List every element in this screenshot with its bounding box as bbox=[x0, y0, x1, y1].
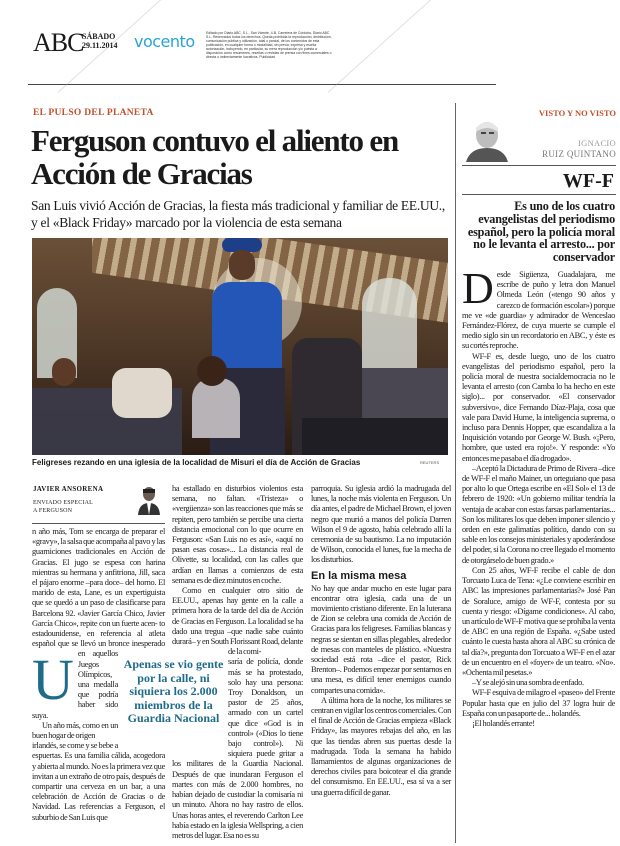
headline-block bbox=[31, 124, 453, 231]
opinion-title: WF-F bbox=[562, 170, 614, 192]
opinion-divider bbox=[462, 194, 616, 195]
body-paragraph: –Aceptó la Dictadura de Primo de Rivera –dice de WF-F el maño Mainer, un orteguiano que pasa por alto lo que Ortega escribe en «El Sol» el 13 de febrero de 1920: «Un gobierno militar tendría la ventaja de acabar con estas farsas parlamentarias... Son los militares los que deben imponer silencio y orden en este galimatías político, dando con su sable en los consejos ministeriales y apoderándose del poder, si la Corona no cree llegado el momento de otorgárselo de buen grado.» bbox=[462, 463, 615, 565]
body-paragraph: WF-F es, desde luego, uno de los cuatro evangelistas del periodismo español, pero la policía moral de nuestra socialdemocracia no le levanta el arresto (con Camba lo ha hecho en este siglo)... por conservador. «El conservador subversivo», dice Fernando Díaz-Plaja, cosa que vale para David Hume, la inteligencia suprema, o incluso para Dennis Hopper, que escandaliza a la Inquisición votando por George W. Bush. «¡Pero, hombre, que usted era rojo!». Y responde: «Yo entonces me pasaba el día drogado». bbox=[462, 351, 615, 463]
body-paragraph: ha estallado en disturbios violentos esta semana, no faltan. «Tristeza» o «vergüenza» son las reacciones que más se repiten, pero también se percibe una cierta distancia emocional con lo que ocurre en Ferguson: «San Luis no es así», «aquí no pasan esas cosas»... La distancia real de Olivette, su localidad, con las calles que ardían en llamas a comienzos de esta semana es de diez minutos en coche. bbox=[172, 484, 303, 585]
body-paragraph: WF-F esquiva de milagro el «paseo» del Frente Popular hasta que en julio del 37 logra huir de España con un pasaporte de... holandés. bbox=[462, 688, 615, 718]
legal-notice: Editado por Diario ABC, S.L., San Vicente, 4-B, Carretera de Córdoba, Diario ABC S.L. Reservados todos los derechos. Queda prohibida la reproducción, distribución, comunicación pública y utilización, total o parcial, de los contenidos de esta publicación, en cualquier forma o modalidad, sin previa, expresa y escrita autorización, incluyendo, en particular, su mera reproducción y/o puesta a disposición como resúmenes, reseñas o revistas de prensa con fines comerciales o directa o indirectamente lucrativos. Publicidad bbox=[206, 31, 332, 59]
section-kicker: EL PULSO DEL PLANETA bbox=[33, 108, 154, 118]
drop-cap: U bbox=[32, 647, 74, 712]
opinion-body bbox=[462, 264, 615, 729]
opinion-standfirst: Es uno de los cuatro evangelistas del periodismo español, pero la policía moral no le levanta el arresto... por conservador bbox=[467, 199, 615, 265]
body-paragraph: Un año más, como en un buen hogar de origen bbox=[32, 720, 118, 741]
body-text: saría de policía, donde más se ha protestado, solo hay una persona: Troy Donaldson, un pastor de 25 años, armado con un cartel que dice «God is in control» («Dios lo tiene bajo control»). Ni siquiera puede gritar a los militares de bbox=[172, 657, 303, 769]
byline-name: JAVIER ANSORENA bbox=[33, 485, 104, 493]
body-text: esde Sigüenza, Guadalajara, me escribe de puño y letra don Manuel Olmeda León («tengo 90 años y carezco de formación escolar») porque me ve «de guardia» y admirador de Wenceslao Fernández-Flórez, de cuya muerte se cumple el medio siglo sin un recordatorio en ABC, y éste es su cortés reproche. bbox=[462, 270, 615, 351]
columnist-last-name: RUIZ QUINTANO bbox=[542, 149, 616, 159]
column-divider bbox=[455, 103, 456, 843]
headline: Ferguson contuvo el aliento en Acción de Gracias bbox=[31, 123, 398, 191]
edition-date-value: 29.11.2014 bbox=[82, 41, 118, 50]
body-text: la Guardia Nacional. Después de que inundaran Ferguson el martes con más de 2.000 hombres, no habían dejado de custodiar la comisaría ni un minuto. Ahora no hay rastro de ellos. Unas horas antes, el reverendo Carlton Lee había estado en la iglesia Wellspring, a cien metros del lugar. Esa no es su bbox=[172, 759, 303, 840]
article-photo bbox=[32, 238, 448, 455]
section-subtitle: En la misma mesa bbox=[311, 569, 407, 582]
byline-role bbox=[33, 499, 93, 515]
byline-role-line: ENVIADO ESPECIAL bbox=[33, 500, 94, 506]
body-paragraph: Como en cualquier otro sitio de EE.UU., apenas hay gente en la calle a primera hora de la tarde del día de Acción de Gracias en Ferguson. La localidad se ha dado una tregua –que nadie sabe cuánto durará– y en South Florissant Road, delante de la comi- bbox=[172, 586, 303, 657]
header-divider bbox=[28, 84, 496, 85]
author-thumbnail bbox=[137, 485, 161, 515]
body-paragraph: A última hora de la noche, los militares se centran en vigilar los centros comerciales. Con el final de Acción de Gracias empieza «Black Friday», las mayores rebajas del año, en las que las tiendas abren sus puertas desde la madrugada. Toda la semana ha habido llamamientos de algunas organizaciones de derechos civiles para boicotear el día grande del consumismo. En EE.UU., esa sí va a ser una guerra difícil de ganar. bbox=[311, 695, 451, 797]
body-paragraph: –Y se alejó sin una sombra de enfado. bbox=[472, 678, 584, 688]
photo-credit: REUTERS bbox=[420, 460, 440, 465]
body-paragraph: parroquia. Su iglesia ardió la madrugada del lunes, la noche más violenta en Ferguson. Un día antes, el padre de Michael Brown, el joven negro que murió a manos del policía Darren Wilson el 9 de agosto, había celebrado allí la ceremonia de su bautismo. La no imputación de Wilson, conocida el lunes, fue la mecha de los disturbios. bbox=[311, 484, 451, 565]
body-text: irlandés, se come y se bebe a espuertas. Es una familia cálida, acogedora y abierta al mundo. No es la primera vez que invitan a un extraño de otro país, después de compartir una cerveza en un bar, a una celebración de Acción de Gracias o de Navidad. Las referencias a Ferguson, el suburbio de San Luis que bbox=[32, 741, 165, 822]
columnist-portrait bbox=[466, 118, 508, 162]
byline-divider bbox=[32, 523, 165, 524]
columnist-first-name: IGNACIO bbox=[578, 138, 616, 148]
byline-role-line: A FERGUSON bbox=[33, 508, 73, 514]
body-column-3 bbox=[311, 484, 451, 798]
opinion-divider bbox=[462, 165, 616, 166]
pull-quote: Apenas se vio gente por la calle, ni siquiera los 2.000 miembros de la Guardia Nacional bbox=[123, 657, 224, 725]
body-text: n año más, Tom se encarga de preparar el «gravy», la salsa que acompaña al pavo y las guarniciones tradicionales en Acción de Gracias. El jugo se espesa con harina mientras su hermana y anfitriona, Jill, saca el pájaro enorme –para doce– del horno. El marido de esta, Lane, es un expertiguista que se quedó a un paso de clasificarse para Barcelona 92. «Javier García Chico, Javier García Chico», repite con un fuerte acen- bbox=[32, 527, 165, 628]
abc-logo: ABC bbox=[33, 28, 84, 57]
body-paragraph: ¡El holandés errante! bbox=[472, 718, 535, 728]
photo-caption: Feligreses rezando en una iglesia de la localidad de Misuri el día de Acción de Gracias bbox=[32, 458, 361, 467]
subheadline: San Luis vivió Acción de Gracias, la fiesta más tradicional y familiar de EE.UU., y el «Black Friday» marcado por la violencia de esta semana bbox=[31, 198, 445, 230]
body-paragraph: Con 25 años, WF-F recibe el cable de don Torcuato Luca de Tena: «¿Le conviene escribir en ABC las impresiones parlamentarias?» José Pan de Soraluce, amigo de WF-F, contesta por su cuenta y riesgo: «Dígame condiciones». Al cabo, un artículo de WF-F motiva que se prohíba la venta de ABC en una región de España. «¿Sabe usted cuánto le cuesta hasta ahora al ABC su crónica de tal día?», pregunta don Torcuato a WF-F en el azar de un encuentro en el «foyer» de un teatro. «No». «Ochenta mil pesetas.» bbox=[462, 565, 615, 677]
drop-cap: D bbox=[462, 264, 494, 313]
vocento-logo: vocento bbox=[134, 32, 195, 51]
body-text: to estadounidense, en referencia al atleta español que se llevó un bronce inesperado en aquellos Juegos Olímpicos, una medalla que podría haber sido suya. bbox=[32, 618, 165, 720]
watermark-line bbox=[328, 0, 433, 93]
edition-day: SÁBADO bbox=[82, 32, 116, 41]
opinion-section-label: VISTO Y NO VISTO bbox=[538, 108, 616, 118]
body-paragraph: No hay que andar mucho en este lugar para encontrar otra iglesia, cada una de un movimiento cristiano diferente. En la luterana de Zion se celebra una comida de Acción de Gracias para los feligreses. Familias blancas y negras se sientan en sillas plegables, alrededor de mesas con manteles de plástico. «Nuestra sociedad está rota –dice el pastor, Rick Brenton–. Podemos empezar por sentarnos en una mesa, es difícil tener enemigos cuando compartes una comida». bbox=[311, 583, 451, 695]
